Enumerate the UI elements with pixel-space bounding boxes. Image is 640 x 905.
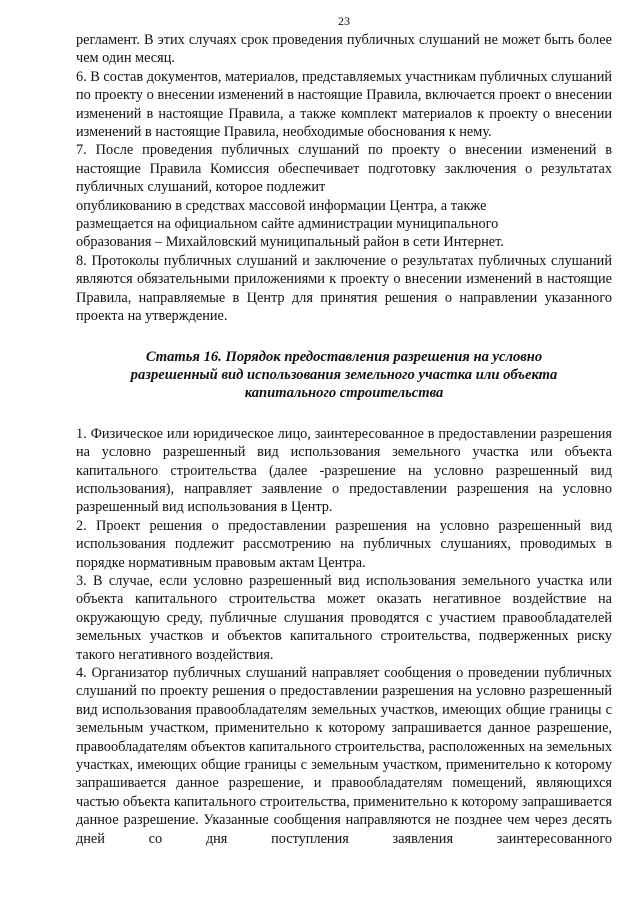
- article-heading: [76, 348, 612, 403]
- article-paragraph-3: 3. В случае, если условно разрешенный вид использования земельного участка или объекта капитального строительства может оказать негативное воздействие на окружающую среду, публичные слушания проводятся с участием правообладателей земельных участков и объектов капитального строительства, подверженных риску такого негативного воздействия.: [76, 572, 612, 663]
- paragraph-7: 7. После проведения публичных слушаний по проекту о внесении изменений в настоящие Правила Комиссия обеспечивает подготовку заключения о результатах публичных слушаний, которое подлежит: [76, 142, 612, 196]
- article-paragraph-1: 1. Физическое или юридическое лицо, заинтересованное в предоставлении разрешения на условно разрешенный вид использования земельного участка или объекта капитального строительства (далее -разрешение на условно разрешенный вид использования), направляет заявление о предоставлении разрешения на условно разрешенный вид использования в Центр.: [76, 425, 612, 516]
- article-heading-line: разрешенный вид использования земельного участка или объекта: [130, 366, 558, 383]
- paragraph-7-line: опубликованию в средствах массовой информации Центра, а также: [76, 197, 487, 214]
- paragraph-8: 8. Протоколы публичных слушаний и заключение о результатах публичных слушаний являются обязательными приложениями к проекту о внесении изменений в настоящие Правила, направляемые в Центр для принятия решения о направлении указанного проекта на утверждение.: [76, 252, 612, 325]
- article-paragraph-4: 4. Организатор публичных слушаний направляет сообщения о проведении публичных слушаний по проекту решения о предоставлении разрешения на условно разрешенный вид использования правообладателям земельных участков, имеющих общие границы с земельным участком, применительно к которому запрашивается данное разрешение, правообладателям объектов капитального строительства, расположенных на земельных участках, имеющих общие границы с земельным участком, применительно к которому запрашивается данное разрешение, и правообладателям помещений, являющихся частью объекта капитального строительства, применительно к которому запрашивается данное разрешение. Указанные сообщения направляются не позднее чем через десять дней со дня поступления заявления заинтересованного: [76, 665, 612, 847]
- paragraph-continuation: регламент. В этих случаях срок проведения публичных слушаний не может быть более чем один месяц.: [76, 32, 612, 67]
- article-heading-line: Статья 16. Порядок предоставления разрешения на условно: [145, 348, 543, 365]
- page-number: 23: [338, 14, 350, 28]
- paragraph-7-line: размещается на официальном сайте администрации муниципального: [76, 216, 499, 233]
- paragraph-7-line: образования – Михайловский муниципальный район в сети Интернет.: [76, 234, 504, 251]
- article-paragraph-2: 2. Проект решения о предоставлении разрешения на условно разрешенный вид использования подлежит рассмотрению на публичных слушаниях, проводимых в порядке нормативным правовым актам Центра.: [76, 517, 612, 571]
- article-heading-line: капитального строительства: [244, 385, 444, 402]
- paragraph-6: 6. В состав документов, материалов, представляемых участникам публичных слушаний по проекту о внесении изменений в настоящие Правила, включается проект о внесении изменений в настоящие Правила, а также комплект материалов к проекту о внесении изменений в настоящие Правила, необходимые обоснования к нему.: [76, 68, 612, 141]
